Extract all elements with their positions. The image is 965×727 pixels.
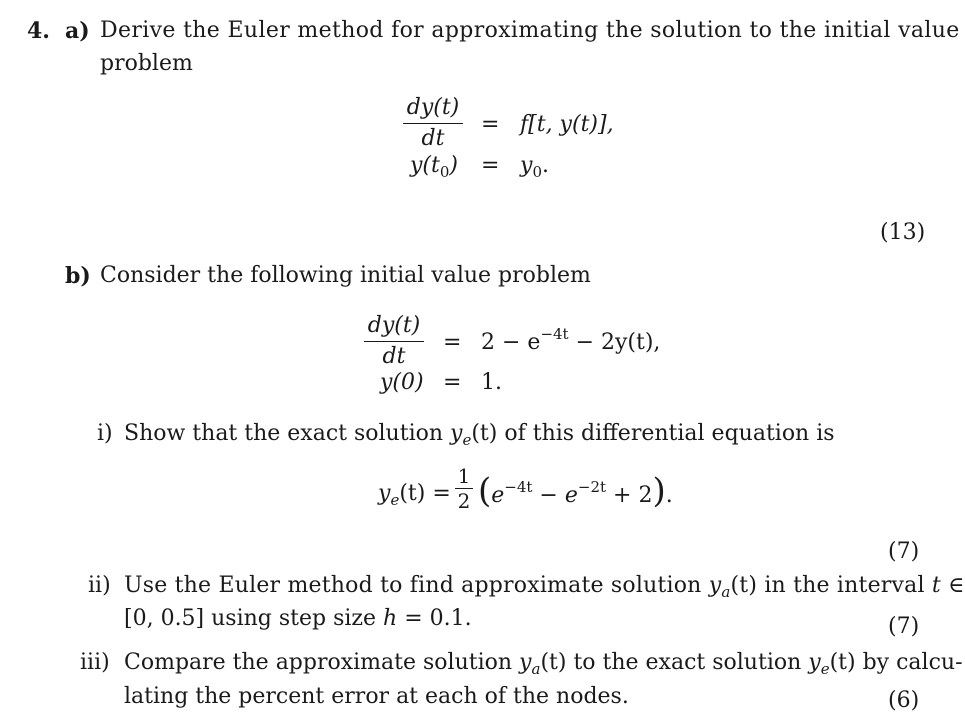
equals-sign: = — [443, 370, 462, 395]
exact-solution-lhs: $y_e(t)$ = — [378, 481, 451, 509]
equals-sign: = — [481, 112, 500, 137]
part-b-i-label: i) — [97, 421, 113, 446]
equals-sign: = — [481, 153, 500, 178]
part-a-label: a) — [65, 18, 90, 44]
fraction-numerator: 1 — [457, 464, 471, 488]
part-b-i-text: Show that the exact solution $y_e(t)$ of this differential equation is — [124, 421, 835, 449]
part-b-ii-label: ii) — [88, 573, 111, 598]
part-a-marks: (13) — [880, 220, 926, 245]
part-a-eq2-lhs: $y(t_0)$ — [410, 153, 458, 181]
part-b-ii-line1: Use the Euler method to find approximate solution $y_a(t)$ in the interval t ∈ — [124, 573, 965, 601]
part-a-derivative-fraction — [403, 95, 463, 152]
part-b-eq1-rhs: $2 - e^{-4t} - 2y(t)$, — [481, 325, 661, 355]
part-b-ii-line2: [0, 0.5] using step size h = 0.1. — [124, 606, 472, 631]
part-a-text-line1: Derive the Euler method for approximating the solution to the initial value — [100, 18, 960, 43]
equals-sign: = — [443, 330, 462, 355]
exact-solution-rhs: $(e^{-4t} - e^{-2t} + 2)$. — [478, 471, 673, 511]
fraction-denominator: dt — [421, 126, 445, 151]
part-b-iii-label: iii) — [80, 650, 110, 675]
fraction-numerator: dy(t) — [367, 313, 421, 338]
part-b-iii-line1: Compare the approximate solution $y_a(t)$ to the exact solution $y_e(t)$ by calcu- — [124, 650, 963, 678]
fraction-denominator: 2 — [457, 489, 471, 513]
part-b-eq2-rhs: 1. — [481, 370, 502, 395]
fraction-denominator: dt — [382, 344, 406, 369]
part-a-text-line2: problem — [100, 51, 193, 76]
part-b-label: b) — [65, 263, 91, 289]
fraction-bar — [364, 341, 424, 342]
one-half-fraction — [455, 465, 473, 512]
part-a-eq1-rhs: f[t, y(t)], — [520, 112, 614, 137]
fraction-numerator: dy(t) — [406, 95, 460, 120]
part-b-i-marks: (7) — [888, 539, 920, 564]
part-b-iii-marks: (6) — [888, 688, 920, 713]
part-b-eq2-lhs: y(0) — [380, 370, 424, 395]
part-b-derivative-fraction — [364, 313, 424, 370]
fraction-bar — [403, 123, 463, 124]
part-b-iii-line2: lating the percent error at each of the nodes. — [124, 684, 629, 709]
part-a-eq2-rhs: $y_0$. — [520, 153, 549, 181]
part-b-intro: Consider the following initial value problem — [100, 263, 591, 288]
question-number: 4. — [27, 18, 50, 44]
part-b-ii-marks: (7) — [888, 614, 920, 639]
